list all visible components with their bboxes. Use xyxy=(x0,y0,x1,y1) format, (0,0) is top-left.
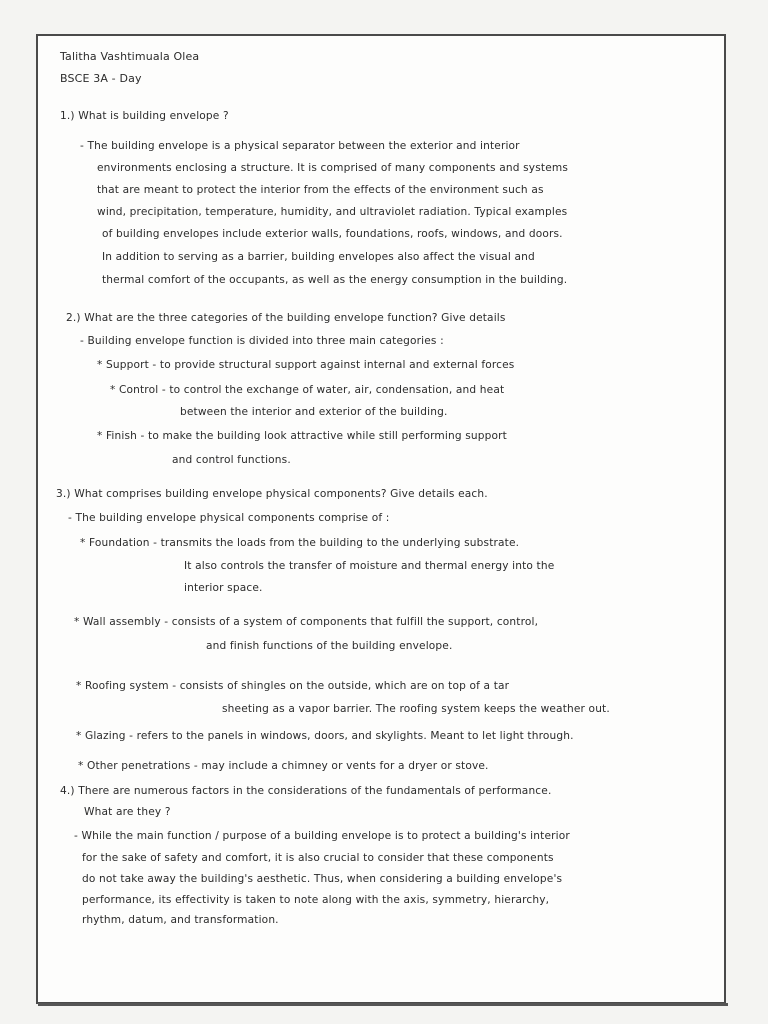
student-name: Talitha Vashtimuala Olea xyxy=(60,50,200,63)
answer-3-item: * Other penetrations - may include a chimney or vents for a dryer or stove. xyxy=(78,760,489,772)
answer-1-line: thermal comfort of the occupants, as well as the energy consumption in the building. xyxy=(102,274,568,286)
answer-3-item: * Wall assembly - consists of a system of components that fulfill the support, control, xyxy=(74,616,539,628)
answer-3-item: * Glazing - refers to the panels in windows, doors, and skylights. Meant to let light through. xyxy=(76,730,574,742)
answer-4-line: performance, its effectivity is taken to note along with the axis, symmetry, hierarchy, xyxy=(82,894,550,906)
answer-2-item: * Support - to provide structural support against internal and external forces xyxy=(97,359,515,371)
question-3: 3.) What comprises building envelope physical components? Give details each. xyxy=(56,488,488,500)
answer-2-item-cont: and control functions. xyxy=(172,454,291,466)
answer-3-item-cont: and finish functions of the building envelope. xyxy=(206,640,453,652)
answer-2-item: * Control - to control the exchange of water, air, condensation, and heat xyxy=(110,384,505,396)
answer-1-line: environments enclosing a structure. It is comprised of many components and systems xyxy=(97,162,569,174)
answer-3-item-cont: It also controls the transfer of moisture and thermal energy into the xyxy=(184,560,555,572)
answer-1-line: wind, precipitation, temperature, humidity, and ultraviolet radiation. Typical examples xyxy=(97,206,568,218)
page-edge-shadow xyxy=(38,1003,728,1006)
answer-1-line: In addition to serving as a barrier, building envelopes also affect the visual and xyxy=(102,251,535,263)
question-2: 2.) What are the three categories of the building envelope function? Give details xyxy=(66,312,506,324)
answer-3-item-cont: interior space. xyxy=(184,582,263,594)
answer-2-item: * Finish - to make the building look attractive while still performing support xyxy=(97,430,507,442)
answer-2-item-cont: between the interior and exterior of the building. xyxy=(180,406,448,418)
answer-1-line: that are meant to protect the interior from the effects of the environment such as xyxy=(97,184,544,196)
answer-3-item: * Roofing system - consists of shingles on the outside, which are on top of a tar xyxy=(76,680,510,692)
answer-2-intro: - Building envelope function is divided into three main categories : xyxy=(80,335,444,347)
answer-4-line: for the sake of safety and comfort, it is also crucial to consider that these components xyxy=(82,852,554,864)
answer-3-item-cont: sheeting as a vapor barrier. The roofing system keeps the weather out. xyxy=(222,703,610,715)
answer-4-line: rhythm, datum, and transformation. xyxy=(82,914,279,926)
student-section: BSCE 3A - Day xyxy=(60,72,142,85)
question-1: 1.) What is building envelope ? xyxy=(60,110,229,122)
answer-1-line: of building envelopes include exterior walls, foundations, roofs, windows, and doors. xyxy=(102,228,563,240)
answer-4-line: do not take away the building's aesthetic. Thus, when considering a building envelope's xyxy=(82,873,563,885)
answer-4-line: - While the main function / purpose of a building envelope is to protect a building's interior xyxy=(74,830,570,842)
answer-1-line: - The building envelope is a physical separator between the exterior and interior xyxy=(80,140,520,152)
answer-3-item: * Foundation - transmits the loads from the building to the underlying substrate. xyxy=(80,537,520,549)
answer-3-intro: - The building envelope physical components comprise of : xyxy=(68,512,390,524)
question-4-cont: What are they ? xyxy=(84,806,171,818)
question-4: 4.) There are numerous factors in the considerations of the fundamentals of performance. xyxy=(60,785,552,797)
